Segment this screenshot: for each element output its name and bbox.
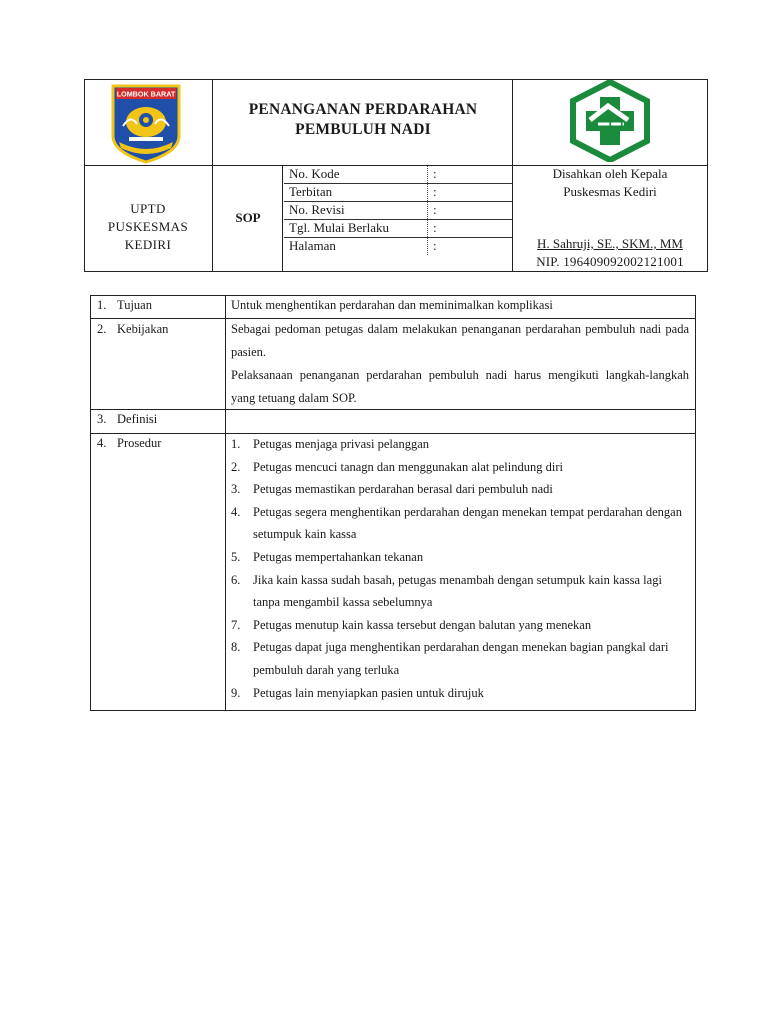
meta-key: No. Revisi [289, 202, 345, 217]
title-line-1: PENANGANAN PERDARAHAN [248, 101, 478, 118]
text-kebijakan [231, 318, 689, 410]
kebijakan-paragraph-2: Pelaksanaan penanganan perdarahan pembuluh nadi harus mengikuti langkah-langkah yang tetuang dalam SOP. [231, 368, 689, 405]
list-item: 3. Petugas memastikan perdarahan berasal dari pembuluh nadi [231, 482, 553, 497]
kebijakan-paragraph-1: Sebagai pedoman petugas dalam melakukan penanganan perdarahan pembuluh nadi pada pasien. [231, 322, 689, 359]
list-item: 8. Petugas dapat juga menghentikan perdarahan dengan menekan bagian pangkal dari pembuluh darah yang terluka [231, 640, 669, 677]
signer-nip: NIP. 196409092002121001 [536, 254, 684, 269]
list-item: 6. Jika kain kassa sudah basah, petugas menambah dengan setumpuk kain kassa lagi tanpa mengambil kassa sebelumnya [231, 572, 662, 610]
title-line-2: PEMBULUH NADI [295, 121, 431, 138]
signer-name: H. Sahruji, SE., SKM., MM [537, 236, 683, 251]
list-item: 2. Petugas mencuci tanagn dan menggunakan alat pelindung diri [231, 459, 563, 474]
institution-line-2: PUSKESMAS [107, 219, 189, 234]
approval-line-2: Puskesmas Kediri [563, 184, 657, 199]
meta-row-revisi [284, 202, 512, 220]
lombok-barat-logo [107, 82, 185, 164]
approval-block [514, 165, 706, 201]
meta-row-halaman [284, 238, 512, 256]
list-item: 9. Petugas lain menyiapkan pasien untuk dirujuk [231, 685, 484, 700]
meta-row-terbitan [284, 184, 512, 202]
institution-line-1: UPTD [130, 201, 166, 216]
logo-text: LOMBOK BARAT [116, 89, 176, 99]
procedure-table [90, 295, 696, 711]
meta-row-kode [284, 166, 512, 184]
meta-colon: : [433, 202, 437, 217]
list-item: 5. Petugas mempertahankan tekanan [231, 549, 424, 564]
institution-line-3: KEDIRI [124, 237, 172, 252]
sop-label: SOP [235, 210, 261, 225]
list-item: 7. Petugas menutup kain kassa tersebut dengan balutan yang menekan [231, 617, 592, 632]
meta-colon: : [433, 184, 437, 199]
list-item: 4. Petugas segera menghentikan perdarahan dengan menekan tempat perdarahan dengan setumpuk kain kassa [231, 504, 682, 542]
meta-key: Halaman [289, 238, 336, 253]
procedure-steps [231, 433, 691, 704]
label-definisi: 3. Definisi [97, 412, 158, 426]
meta-key: Tgl. Mulai Berlaku [289, 220, 390, 235]
document-title [214, 100, 512, 140]
label-prosedur: 4. Prosedur [97, 436, 162, 450]
label-kebijakan: 2. Kebijakan [97, 322, 169, 336]
text-tujuan: Untuk menghentikan perdarahan dan meminimalkan komplikasi [231, 298, 553, 312]
puskesmas-logo [568, 80, 652, 162]
approval-line-1: Disahkan oleh Kepala [552, 166, 668, 181]
meta-key: Terbitan [289, 184, 333, 199]
institution-name [86, 200, 210, 254]
label-tujuan: 1. Tujuan [97, 298, 152, 312]
list-item: 1. Petugas menjaga privasi pelanggan [231, 437, 429, 451]
meta-colon: : [433, 238, 437, 253]
meta-colon: : [433, 220, 437, 235]
meta-colon: : [433, 166, 437, 181]
meta-row-tanggal [284, 220, 512, 238]
meta-key: No. Kode [289, 166, 340, 181]
